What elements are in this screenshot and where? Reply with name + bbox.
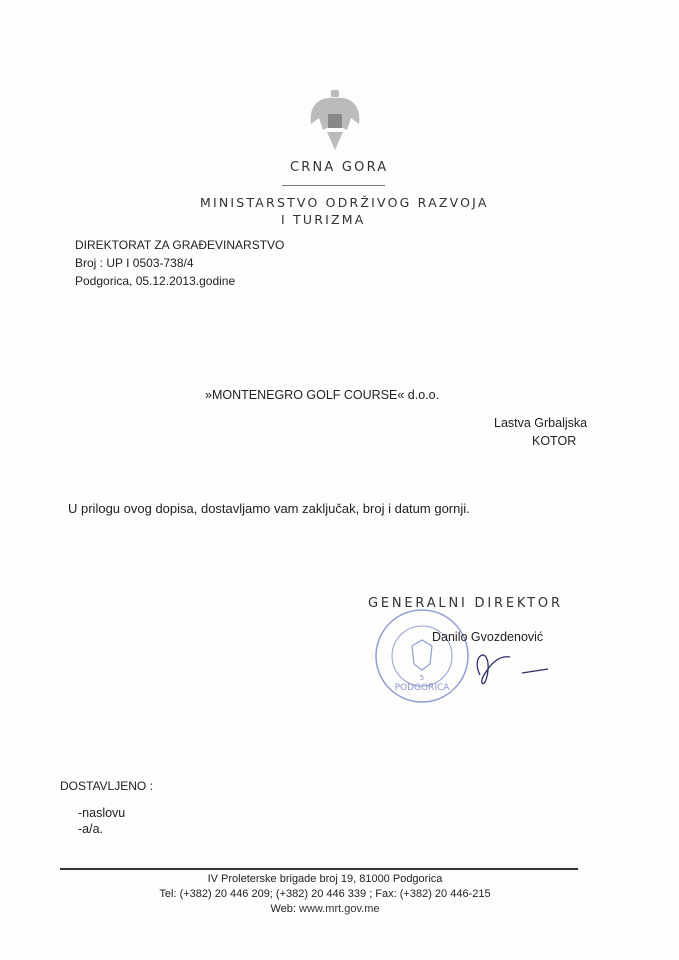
svg-text:5: 5 <box>419 674 425 682</box>
reference-number: Broj : UP I 0503-738/4 <box>75 256 194 270</box>
place-date: Podgorica, 05.12.2013.godine <box>75 274 236 288</box>
svg-text:PODGORICA: PODGORICA <box>394 683 450 693</box>
footer-address: IV Proleterske brigade broj 19, 81000 Podgorica <box>207 873 443 885</box>
footer-web <box>0 903 650 915</box>
country-name: CRNA GORA <box>290 160 389 175</box>
directorate: DIREKTORAT ZA GRAĐEVINARSTVO <box>75 238 285 252</box>
signatory-title: GENERALNI DIREKTOR <box>368 596 563 611</box>
ministry-name-line1: MINISTARSTVO ODRŽIVOG RAZVOJA <box>200 195 489 210</box>
recipient-name: »MONTENEGRO GOLF COURSE« d.o.o. <box>205 388 440 402</box>
recipient-locality: Lastva Grbaljska <box>494 416 588 430</box>
recipient-city: KOTOR <box>532 434 577 448</box>
web-label: Web: <box>270 903 300 915</box>
coat-of-arms-icon <box>305 88 365 154</box>
official-stamp <box>372 606 472 706</box>
delivery-label: DOSTAVLJENO : <box>60 779 153 793</box>
handwritten-signature <box>470 645 550 695</box>
body-text: U prilogu ovog dopisa, dostavljamo vam zaključak, broj i datum gornji. <box>68 501 470 516</box>
ministry-name-line2: I TURIZMA <box>281 212 366 227</box>
website-link[interactable]: www.mrt.gov.me <box>299 903 380 915</box>
delivery-item: -naslovu <box>78 806 126 820</box>
delivery-item: -a/a. <box>78 822 104 836</box>
signatory-name: Danilo Gvozdenović <box>432 630 544 644</box>
footer-phones: Tel: (+382) 20 446 209; (+382) 20 446 339 ; Fax: (+382) 20 446-215 <box>159 888 491 900</box>
